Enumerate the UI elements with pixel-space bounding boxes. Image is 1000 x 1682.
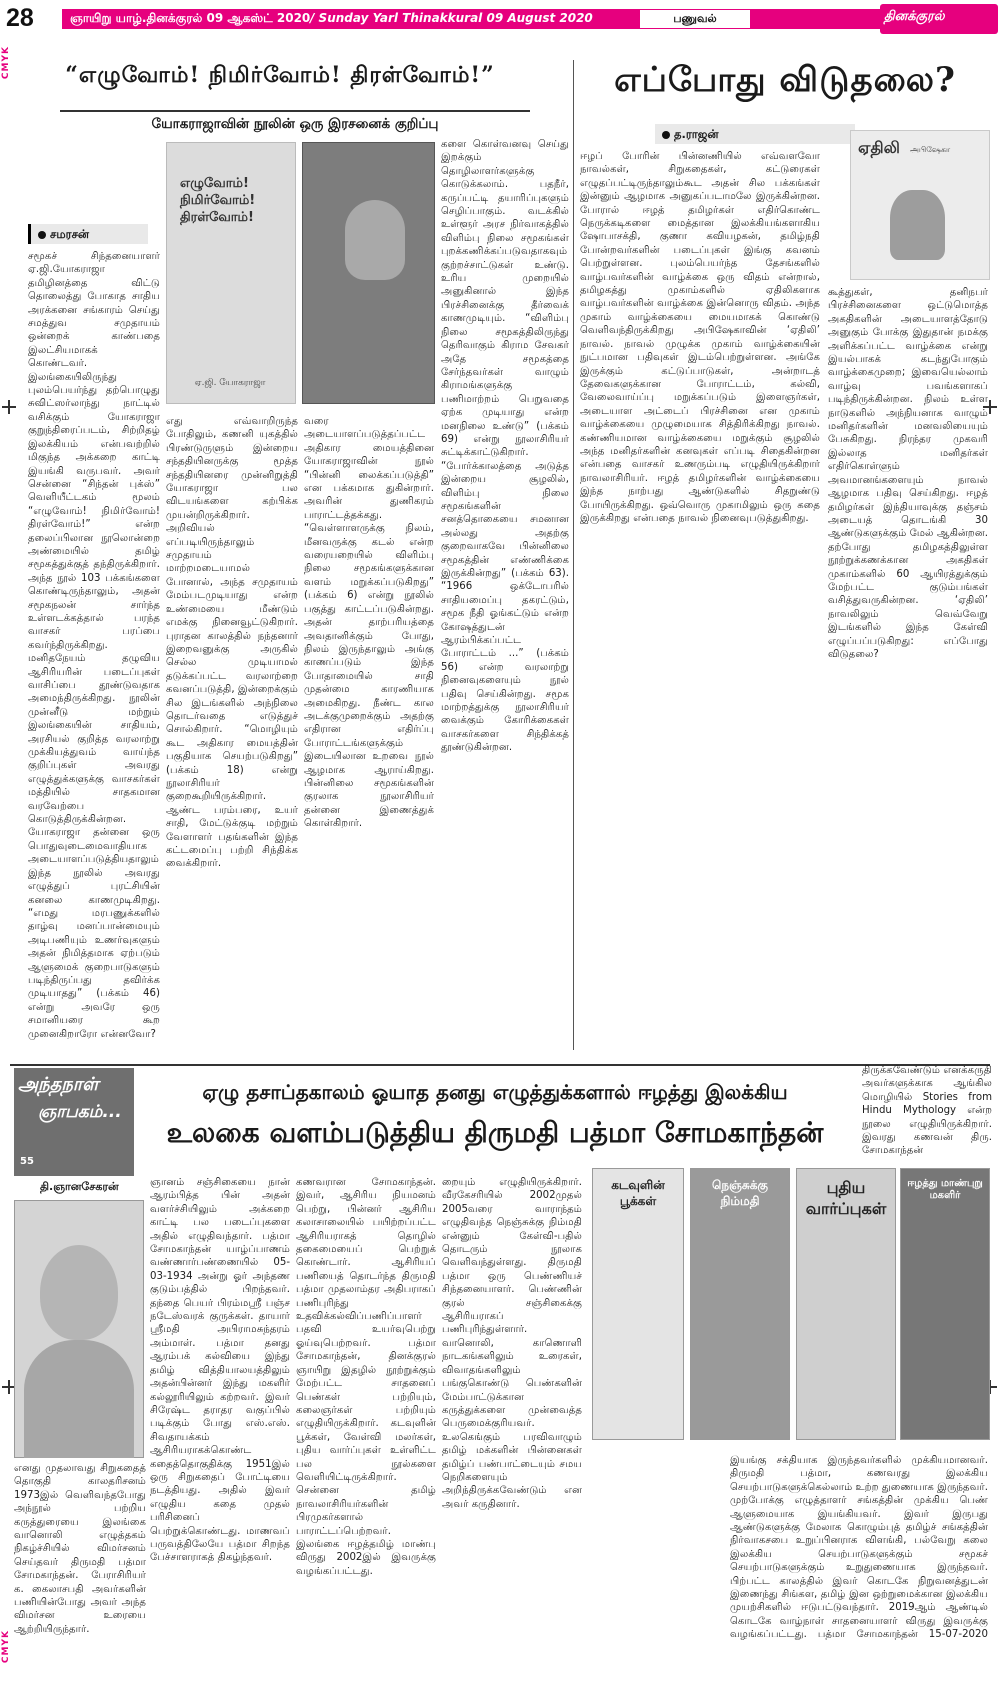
article1-column-1: சமூகச் சிந்தனையாளர் ஏ.ஜி.யோகராஜா தமிழினத்தை விட்டு தொலைத்து போகாத சாதிய அரக்கனை சங்காரம் செய்து சமத்துவ சமுதாயம் ஒன்றைக் காண்பதை இலட்சியமாகக் கொண்டவர். இலங்கையிலிருந்து புலம்பெயர்ந்து தற்பொழுது சுவிட்ஸர்லாந்து நாட்டில் வசிக்கும் யோகராஜா குறுந்திரைப்படம், சிற்றிதழ் இலக்கியம் என்பவற்றில் மிகுந்த அக்கறை காட்டி இயங்கி வருபவர். அவர் சென்னை “சிந்தன் புக்ஸ்” வெளியீட்டகம் மூலம் “எழுவோம்! நிமிர்வோம்! திரள்வோம்!” என்ற தலைப்பிலான நூலொன்றை அண்மையில் தமிழ் சமூகத்துக்குத் தந்திருக்கிறார். அந்த நூல் 103 பக்கங்களை கொண்டிருந்தாலும், அதன் சமூகநலன் சார்ந்த உள்ளடக்கத்தால் பரந்த வாசகர் பரப்பை கவர்ந்திருக்கிறது. மனிதநேயம் தழுவிய ஆசிரியரின் படைப்புகள் வாசிப்பை தூண்டுவதாக அமைந்திருக்கிறது. நூலின் முன்னீடு மற்றும் இலங்கையின் சாதியம், அரசியல் குறித்த வரலாற்று முக்கியத்துவம் வாய்ந்த குறிப்புகள் அவரது எழுத்துக்களுக்கு வாசகர்கள் மத்தியில் சாதகமான வரவேற்பை கொடுத்திருக்கின்றன. யோகராஜா தன்னை ஒரு பொதுவுடைமைவாதியாக அடையாளப்படுத்தியதாலும் இந்த நூலில் அவரது எழுத்துப் புரட்சியின் கனலை காணமுடிகிறது. “எமது மரபணுக்களில் தாழ்வு மனப்பான்மையும் அடிபணியும் உணர்வுகளும் அதன் நிமித்தமாக ஏற்படும் ஆளுமைக் குறைபாடுகளும் படிந்திருப்பது தவிர்க்க முடியாதது” (பக்கம் 46) என்று அவரே ஒரு சமானியரை கூற முனைகிறாரோ என்னவோ? xyxy=(28,251,160,1040)
article3-column-5: இயங்கு சக்தியாக இருந்தவர்களில் முக்கியமானவர். திருமதி பத்மா, கணவரது இலக்கிய செயற்பாடுகளுக்கெல்லாம் உற்ற துணையாக இருந்தவர். முற்போக்கு எழுத்தாளர் சங்கத்தின் முக்கிய பெண் ஆளுமையாக இயங்கியவர். இவர் இருபது ஆண்டுகளுக்கு மேலாக கொழும்புத் தமிழ்ச் சங்கத்தின் நிர்வாகசபை உறுப்பினராக விளங்கி, பல்வேறு கலை இலக்கிய செயற்பாடுகளுக்கும் சமூகச் செயற்பாடுகளுக்கும் உறுதுணையாக இருந்தவர். பிற்பட்ட காலத்தில் இவர் கொடகே நிறுவனத்துடன் இணைந்து சிங்கள, தமிழ் இன ஒற்றுமைக்கான இலக்கிய முயற்சிகளில் ஈடுபட்டுவந்தார். 2019ஆம் ஆண்டில் கொடகே வாழ்நாள் சாதனையாளர் விருது இவருக்கு வழங்கப்பட்டது. பத்மா சோமகாந்தன் 15-07-2020 xyxy=(730,1455,988,1641)
book-cover-title: எழுவோம்! நிமிர்வோம்! திரள்வோம்! xyxy=(180,176,256,225)
portrait-face-shape xyxy=(40,1245,118,1340)
novel-cover-art xyxy=(890,190,945,260)
article1-column-4: களை கொள்வனவு செய்து இறக்கும் தொழிலாளர்களுக்கு கொடுக்கலாம். பதநீர், கருப்பட்டி தயாரிப்புகளும் செழிப்பாகும். வடக்கில் உள்ளூர் அரச நிர்வாகத்தில் விளிம்பு நிலை சமூகங்கள் புறக்கணிக்கப்படுவதாகவும் குற்றச்சாட்டுகள் உண்டு. உரிய முறையில் அனுகினால் இந்த பிரச்சினைக்கு தீர்வைக் காணமுடியும். “விளிம்பு நிலை சமூகத்திலிருந்து தெரிவாகும் கிராம சேவகர் அதே சமூகத்தை சேர்ந்தவர்கள் வாழும் கிராமங்களுக்கு பணிமாற்றம் பெறுவதை ஏற்க முடியாது என்ற மனநிலை உண்டு” (பக்கம் 69) என்று நூலாசிரியர் சுட்டிக்காட்டுகிறார். “போர்க்காலத்தை அடுத்த இன்றைய சூழலில், விளிம்பு நிலை சமூகங்களின் சனத்தொகையை சமனான அல்லது அதற்கு குறைவாகவே பின்னிலை சமூகத்தின் எண்ணிக்கை இருக்கின்றது” (பக்கம் 63). “1966 ஒக்டோபரில் சாதியமைப்பு தகரட்டும், சமூக நீதி ஓங்கட்டும் என்ற கோஷத்துடன் ஆரம்பிக்கப்பட்ட போராட்டம் ...” (பக்கம் 56) என்ற வரலாற்று நினைவுகளையும் நூல் பதிவு செய்கின்றது. சமூக மாற்றத்துக்கு நூலாசிரியர் வைக்கும் கோரிக்கைகள் வாசகர்களை சிந்திக்கத் தூண்டுகின்றன. xyxy=(441,139,569,754)
book-cover-2-title: நெஞ்சுக்கு நிம்மதி xyxy=(711,1178,769,1208)
cmyk-mark-top: CMYK xyxy=(1,46,11,80)
newspaper-logo-text: தினக்குரல் xyxy=(884,9,945,24)
article3-column-3: கணவரான சோமகாந்தன். இவர், ஆசிரிய நியமனம் பெற்று, பின்னர் ஆசிரிய கலாசாலையில் பயிற்றப்பட்ட ஆசிரியராகத் தொழில் தகைமையைப் பெற்றுக் கொண்டார். ஆசிரியப் பணியைத் தொடர்ந்த திருமதி பத்மா முதலாம்தர அதிபராகப் பணிபுரிந்து உதவிக்கல்விப்பணிப்பாளர் பதவி உயர்வுபெற்று ஓய்வுபெற்றவர். பத்மா சோமகாந்தன், தினக்குரல் ஞாயிறு இதழில் நூற்றுக்கும் மேற்பட்ட சாதனைப் பெண்கள் பற்றியும், கலைஞர்கள் பற்றியும் எழுதியிருக்கிறார். கடவுளின் பூக்கள், வேள்வி மலர்கள், புதிய வார்ப்புகள் உள்ளிட்ட பல நூல்களை வெளியிட்டிருக்கிறார். சென்னை தமிழ் நாவலாசிரியர்களின் பிரமுகர்களால் பாராட்டப்பெற்றவர். இலங்கை ஈழத்தமிழ் மாண்பு விருது 2002இல் இவருக்கு வழங்கப்பட்டது. xyxy=(296,1177,436,1577)
book-cover-4 xyxy=(900,1168,990,1440)
series-subtitle: ஞாபகம்... xyxy=(38,1102,122,1122)
article3-top-rule xyxy=(10,1064,990,1066)
bullet-icon xyxy=(662,131,670,139)
header-date-english: / Sunday Yarl Thinakkural 09 August 2020 xyxy=(310,11,593,25)
book-cover-1-title: கடவுளின் பூக்கள் xyxy=(611,1178,665,1208)
header-date-tamil: ஞாயிறு யாழ்.தினக்குரல் 09 ஆகஸ்ட் 2020 xyxy=(70,11,311,25)
author-face-shape xyxy=(345,200,405,280)
column-divider xyxy=(573,60,574,1050)
book-cover-4-title: ஈழத்து மாண்புறு மகளிர் xyxy=(907,1178,983,1201)
article1-subtitle-rule xyxy=(60,110,530,112)
novel-cover-author: அபிஷேகா xyxy=(910,145,951,154)
article3-title-line2: உலகை வளம்படுத்திய திருமதி பத்மா சோமகாந்தன் xyxy=(166,1116,824,1149)
article3-title-line1: ஏழு தசாப்தகாலம் ஓயாத தனது எழுத்துக்களால் ஈழத்து இலக்கிய xyxy=(202,1080,788,1104)
series-title: அந்தநாள் xyxy=(18,1074,99,1095)
article1-author-name: சமரசன் xyxy=(50,227,90,241)
cmyk-mark-bottom: CMYK xyxy=(1,1630,11,1664)
book-cover-author: ஏ.ஜி. யோகராஜா xyxy=(194,378,266,388)
article2-title: எப்போது விடுதலை? xyxy=(614,60,956,100)
article3-column-4: றையும் எழுதியிருக்கிறார். வீரகேசரியில் 2002முதல் 2005வரை வாராந்தம் எழுதிவந்த நெஞ்சுக்கு நிம்மதி என்னும் கேள்வி-பதில் தொடரும் நூலாக வெளிவந்துள்ளது. திருமதி பத்மா ஒரு பெண்ணியச் சிந்தனையாளர். பெண்ணின் குரல் சஞ்சிகைக்கு ஆசிரியராகப் பணிபுரிந்துள்ளார். வானொலி, காணொளி நாடகங்களிலும் உரைகள், விவாதங்களிலும் பங்குகொண்டு பெண்களின் மேம்பாட்டுக்கான கருத்துக்களை முன்வைத்த பெருமைக்குரியவர். உலகெங்கும் பரவிவாழும் தமிழ் மக்களின் பின்னைகள் தமிழ்ப் பண்பாட்டையும் சமய நெறிகளையும் அறிந்திருக்கவேண்டும் என அவர் கருதினார். xyxy=(442,1177,582,1510)
novel-cover-title: ஏதிலி xyxy=(858,138,900,157)
article2-column-1: ஈழப் போரின் பின்னணியில் எவ்வளவோ நாவல்கள், சிறுகதைகள், கட்டுரைகள் எழுதப்பட்டிருந்தாலும்கூட அதன் சில பக்கங்கள் இன்னும் ஆழமாக அனுகப்படாமலே இருக்கின்றன. போரால் ஈழத் தமிழர்கள் எதிர்கொண்ட நெருக்கடிகளை மைத்தான இலக்கியங்களாகிய ஷோபாசக்தி, குணா கவியழகன், தமிழ்நதி போன்றவர்களின் படைப்புகள் இங்கு கவனம் பெற்றுள்ளன. புலம்பெயர்ந்த தேசங்களில் வாழ்பவர்களின் வாழ்க்கை ஒரு விதம் என்றால், தமிழகத்து முகாம்களில் ஏதிலிகளாக வாழ்பவர்களின் வாழ்க்கை இன்னொரு விதம். அந்த முகாம் வாழ்க்கையை மையமாகக் கொண்டு வெளிவந்திருக்கிறது அபிஷேகாவின் ‘ஏதிலி’ நாவல். நாவல் முழுக்க முகாம் வாழ்க்கையின் நுட்பமான பதிவுகள் இடம்பெற்றுள்ளன. அங்கே இருக்கும் கட்டுப்பாடுகள், அன்றாடத் தேவைகளுக்கான போராட்டம், கல்வி, வேலைவாய்ப்பு மறுக்கப்படும் இளைஞர்கள், அடையாள அட்டைப் பிரச்சினை என முகாம் வாழ்க்கையை முழுமையாக சித்திரிக்கிறது நாவல். கண்ணியமான வாழ்க்கையை மறுக்கும் சூழலில் அந்த மனிதர்களின் கனவுகள் எப்படி சிதைகின்றன என்பதை வாசகர் உணரும்படி எழுதியிருக்கிறார் நாவலாசிரியர். ஈழத் தமிழர்களின் வாழ்க்கையை இந்த நாற்பது ஆண்டுகளில் சிதறுண்டு போயிருக்கிறது. ஒவ்வொரு முகாமிலும் ஒரு கதை இருக்கிறது என்பதை நாவல் நினைவுபடுத்துகிறது. xyxy=(580,151,820,524)
series-author: தி.ஞானசேகரன் xyxy=(40,1180,119,1193)
article2-column-2: கூத்துகள், தனிநபர் பிரச்சினைகளை ஒட்டுமொத்த அகதிகளின் அடையாளத்தோடு அனுகும் போக்கு இதுதான் நமக்கு அளிக்கப்பட்ட வாழ்க்கை என்று இயல்பாகக் கடந்துபோகும் வாழ்க்கைமுறை; இவையெல்லாம் வாழ்வு பவங்களாகப் படிந்திருக்கின்றன. நிலம் உள்ள நாடுகளில் அந்நியனாக வாழும் மனிதர்களின் மனவலியையும் பேசுகிறது. நிரந்தர முகவரி இல்லாத மனிதர்கள் எதிர்கொள்ளும் அவமானங்களையும் நாவல் ஆழமாக பதிவு செய்கிறது. ஈழத் தமிழர்கள் இந்தியாவுக்கு தஞ்சம் அடையத் தொடங்கி 30 ஆண்டுகளுக்கும் மேல் ஆகின்றன. தற்போது தமிழகத்திலுள்ள நூற்றுக்கணக்கான அகதிகள் முகாம்களில் 60 ஆயிரத்துக்கும் மேற்பட்ட குடும்பங்கள் வசித்துவருகின்றன. ‘ஏதிலி’ நாவலிலும் வெவ்வேறு இடங்களில் இந்த கேள்வி எழுப்பப்படுகிறது: எப்போது விடுதலை? xyxy=(828,287,988,660)
section-label: பணுவல் xyxy=(673,12,717,25)
article3-column-2: ஞானம் சஞ்சிகையை நான் ஆரம்பித்த பின் அதன் வளர்ச்சியிலும் அக்கறை காட்டி பல படைப்புகளை அதில் எழுதிவந்தார். பத்மா சோமகாந்தன் யாழ்ப்பாணம் வண்ணார்பண்ணையில் 05-03-1934 அன்று ஓர் அந்தண குடும்பத்தில் பிறந்தவர். தந்தை பெயர் பிரம்மஸ்ரீ பஞ்ச நடேஸ்வரக் குருக்கள். தாயார் ஸ்ரீமதி அபிராமசுந்தரம் அம்மாள். பத்மா தனது ஆரம்பக் கல்வியை இந்து தமிழ் வித்தியாலயத்திலும் அதன்பின்னர் இந்து மகளிர் கல்லூரியிலும் கற்றவர். இவர் சிரேஷ்ட தராதர வகுப்பில் படிக்கும் போது எஸ்.எஸ். சிவதாயக்கம் ஆசிரியராகக்கொண்ட கதைத்தொகுதிக்கு 1951இல் ஒரு சிறுகதைப் போட்டியை நடத்தியது. அதில் இவர் எழுதிய கதை முதல் பரிசினைப் பெற்றுக்கொண்டது. மாணவப் பருவத்திலேயே பத்மா சிறந்த பேச்சாளராகத் திகழ்ந்தவர். xyxy=(150,1177,290,1564)
article2-author xyxy=(662,127,719,143)
portrait-body-shape xyxy=(24,1340,134,1458)
book-cover-3-title: புதிய வார்ப்புகள் xyxy=(805,1178,887,1218)
series-number: 55 xyxy=(20,1156,34,1167)
article1-title: “எழுவோம்! நிமிர்வோம்! திரள்வோம்!” xyxy=(65,62,495,88)
article1-subtitle: யோகராஜாவின் நூலின் ஒரு இரசனைக் குறிப்பு xyxy=(151,116,439,132)
article1-author xyxy=(38,227,89,243)
registration-mark-icon xyxy=(2,400,16,414)
article1-column-3: வரை அடையாளப்படுத்தப்பட்ட அதிகார மையத்தினை யோகராஜாவின் நூல் “பின்னி லைக்கப்படுத்தி” என பக்கமாக துகின்றார். அவரின் துணிகரம் பாராட்டத்தக்கது. “வெள்ளாளருக்கு நிலம், மீனவருக்கு கடல் என்ற வரையறையில் விளிம்பு நிலை சமூகங்களுக்கான வளம் மறுக்கப்படுகிறது” (பக்கம் 6) என்று நூலில் பகுத்து காட்டப்படுகின்றது. அதன் தாற்பரியத்தை அவதானிக்கும் போது, நிலம் இருந்தாலும் அங்கு காணப்படும் இந்த போதாமையில் சாதி முதன்மை காரணியாக அமைகிறது. நீண்ட கால அடக்குமுறைக்கும் அதற்கு எதிரான எதிர்ப்பு போராட்டங்களுக்கும் இடையிலான உறவை நூல் ஆழமாக ஆராய்கிறது. பின்னிலை சமூகங்களின் குரலாக நூலாசிரியர் தன்னை இணைத்துக் கொள்கிறார். xyxy=(304,416,434,830)
article3-column-1: எனது முதலாவது சிறுகதைத் தொகுதி காலதரிசனம் 1973இல் வெளிவந்தபோது அந்நூல் பற்றிய கருத்துரையை இலங்கை வானொலி எழுத்தகம் நிகழ்ச்சியில் விமர்சனம் செய்தவர் திருமதி பத்மா சோமகாந்தன். பேராசிரியர் க. கைலாசபதி அவர்களின் பணியின்போது அவர் அந்த விமர்சன உரையை ஆற்றியிருந்தார். xyxy=(14,1463,146,1635)
page-number: 28 xyxy=(6,4,34,32)
article1-column-2: எது எவ்வாறிருந்த போதிலும், கணனி யுகத்தில் பிரண்டுருளும் இன்றைய சந்ததியினருக்கு மூத்த சந்ததியினரை முன்னிறுத்தி யோகராஜா பல விடயங்களை கற்பிக்க முயன்றிருக்கிறார். அறிவியல் எப்படியிருந்தாலும் சமுதாயம் மாற்றமடையாமல் போனால், அந்த சமுதாயம் மேம்படமுடியாது என்ற உண்மையை மீண்டும் எமக்கு நினைவூட்டுகிறார். புராதன காலத்தில் நந்தனார் இறைவனுக்கு அருகில் செல்ல முடியாமல் தடுக்கப்பட்ட வரலாற்றை கவனப்படுத்தி, இன்றைக்கும் சில இடங்களில் அந்நிலை தொடர்வதை எடுத்துச் சொல்கிறார். “மொழியும் கூட அதிகார மையத்தின் பகுதியாக செயற்படுகிறது” (பக்கம் 18) என்று நூலாசிரியர் குறைகூறியிருக்கிறார். ஆண்ட பரம்பரை, உயர் சாதி, மேட்டுக்குடி மற்றும் வேளாளர் பதங்களின் இந்த கட்டமைப்பு பற்றி சிந்திக்க வைக்கிறார். xyxy=(166,416,298,870)
bullet-icon xyxy=(38,231,46,239)
article3-right-top-text: திருக்கவேண்டும் எனக்கருதி அவர்களுக்காக ஆங்கில மொழியில் Stories from Hindu Mythology என்ற நூலை எழுதியிருக்கிறார். இவரது கணவன் திரு. சோமகாந்தன் xyxy=(862,1065,992,1157)
article2-author-name: த.ராஜன் xyxy=(674,127,719,141)
